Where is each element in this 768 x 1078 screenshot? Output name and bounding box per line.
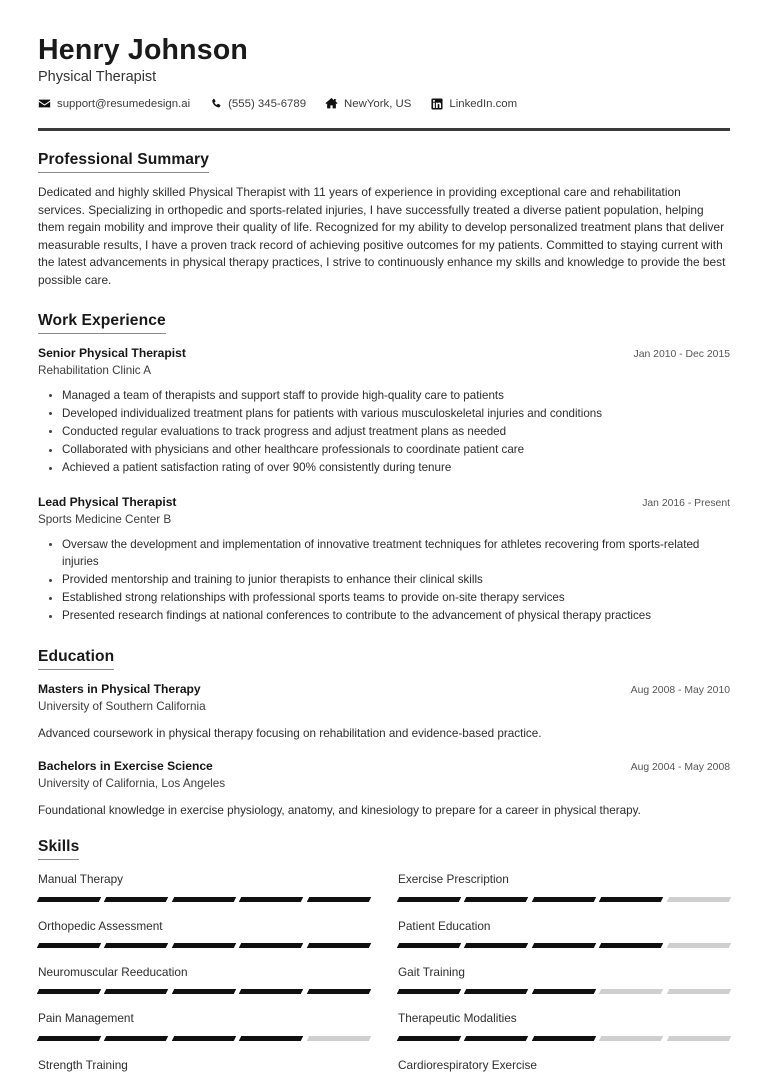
skill-name: Manual Therapy: [38, 872, 124, 887]
section-professional-summary: [38, 151, 730, 289]
list-item: Conducted regular evaluations to track progress and adjust treatment plans as needed: [60, 423, 730, 440]
education-entry-description: Foundational knowledge in exercise physiology, anatomy, and kinesiology to prepare for a career in physical therapy.: [38, 803, 641, 817]
skill-level-segment: [666, 897, 731, 902]
skill-name: Gait Training: [398, 964, 465, 979]
skill-level-segment: [306, 943, 371, 948]
skill-name: Strength Training: [38, 1057, 128, 1072]
education-entry: [38, 681, 730, 742]
skill-level-segment: [599, 897, 664, 902]
skill-name: Exercise Prescription: [398, 872, 509, 887]
work-entry-head: [38, 345, 730, 362]
education-entry: [38, 758, 730, 819]
skill-level-segment: [104, 1036, 169, 1041]
work-entry-role: Senior Physical Therapist: [38, 345, 186, 360]
education-entry-degree: Bachelors in Exercise Science: [38, 758, 213, 773]
work-entry-organization: Sports Medicine Center B: [38, 512, 172, 526]
work-entry-bullets: [38, 387, 730, 477]
skill-level-segment: [464, 1036, 529, 1041]
skill-item: [398, 1010, 730, 1056]
resume-header: [38, 34, 730, 131]
work-entry: [38, 345, 730, 477]
skill-name: Orthopedic Assessment: [38, 918, 163, 933]
skill-level-segment: [239, 897, 304, 902]
contact-email-label: support@resumedesign.ai: [57, 97, 191, 110]
skill-level-bar: [398, 989, 730, 994]
contact-location[interactable]: [325, 97, 411, 110]
professional-summary-text: Dedicated and highly skilled Physical Therapist with 11 years of experience in providing exceptional care and rehabilitation services. Specializing in orthopedic and sports-related injuries, I have successfully treated a diverse patient population, helping them regain mobility and improve their quality of life. Recognized for my ability to develop personalized treatment plans that deliver measurable results, I have a proven track record of achieving positive outcomes for my patients. Committed to staying current with the latest advancements in physical therapy practices, I strive to continuously enhance my skills and knowledge to provide the best possible care.: [38, 185, 726, 288]
skill-item: [398, 871, 730, 917]
skill-level-segment: [464, 989, 529, 994]
skill-level-segment: [239, 1036, 304, 1041]
skill-item: [38, 918, 370, 964]
skill-level-segment: [37, 1036, 102, 1041]
skill-level-segment: [104, 897, 169, 902]
skill-level-bar: [38, 897, 370, 902]
section-work-experience: [38, 312, 730, 625]
work-entry-bullets: [38, 536, 730, 625]
skill-level-segment: [172, 1036, 237, 1041]
skill-level-bar: [38, 1036, 370, 1041]
work-entry-date: Jan 2016 - Present: [642, 497, 730, 509]
contact-location-label: NewYork, US: [344, 97, 412, 110]
skill-level-segment: [666, 943, 731, 948]
contact-linkedin[interactable]: [430, 97, 517, 110]
linkedin-icon: [430, 97, 443, 110]
skill-item: [398, 964, 730, 1010]
list-item: Provided mentorship and training to junior therapists to enhance their clinical skills: [60, 571, 730, 588]
candidate-job-title: Physical Therapist: [38, 68, 157, 85]
skill-level-segment: [104, 943, 169, 948]
skill-level-segment: [37, 989, 102, 994]
education-entry-date: Aug 2004 - May 2008: [630, 761, 730, 773]
section-title-work-experience: Work Experience: [38, 312, 166, 334]
skill-item: [398, 918, 730, 964]
contact-linkedin-label: LinkedIn.com: [449, 97, 518, 110]
envelope-icon: [38, 97, 51, 110]
skill-level-segment: [464, 897, 529, 902]
skill-name: Therapeutic Modalities: [398, 1011, 517, 1026]
contact-phone-label: (555) 345-6789: [228, 97, 307, 110]
skill-level-segment: [532, 897, 597, 902]
contact-row: [38, 97, 730, 110]
list-item: Developed individualized treatment plans for patients with various musculoskeletal injuries and conditions: [60, 405, 730, 422]
skill-name: Cardiorespiratory Exercise: [398, 1057, 537, 1072]
skill-level-bar: [38, 943, 370, 948]
skill-level-bar: [398, 897, 730, 902]
work-entry-role: Lead Physical Therapist: [38, 494, 177, 509]
section-education: [38, 648, 730, 820]
work-entry-head: [38, 494, 730, 511]
phone-icon: [209, 97, 222, 110]
skill-level-segment: [306, 897, 371, 902]
section-title-skills: Skills: [38, 838, 79, 860]
skill-item: [398, 1057, 730, 1078]
education-entry-degree: Masters in Physical Therapy: [38, 681, 201, 696]
work-entry-organization: Rehabilitation Clinic A: [38, 363, 152, 377]
education-entry-school: University of Southern California: [38, 699, 206, 713]
contact-email[interactable]: [38, 97, 190, 110]
skill-level-segment: [532, 989, 597, 994]
skill-level-segment: [532, 943, 597, 948]
skill-name: Neuromuscular Reeducation: [38, 964, 188, 979]
skill-item: [38, 1057, 370, 1078]
skill-level-bar: [38, 989, 370, 994]
skill-level-segment: [599, 989, 664, 994]
list-item: Established strong relationships with professional sports teams to provide on-site therapy services: [60, 589, 730, 606]
work-entry: [38, 494, 730, 625]
skill-level-segment: [239, 943, 304, 948]
work-entry-date: Jan 2010 - Dec 2015: [633, 348, 730, 360]
skill-level-segment: [464, 943, 529, 948]
education-entry-description: Advanced coursework in physical therapy focusing on rehabilitation and evidence-based practice.: [38, 726, 542, 740]
education-entry-head: [38, 758, 730, 775]
list-item: Achieved a patient satisfaction rating of over 90% consistently during tenure: [60, 459, 730, 476]
education-entry-date: Aug 2008 - May 2010: [630, 684, 730, 696]
skill-name: Pain Management: [38, 1011, 134, 1026]
skills-grid: [38, 871, 730, 1078]
skill-level-bar: [398, 1036, 730, 1041]
skill-name: Patient Education: [398, 918, 491, 933]
list-item: Collaborated with physicians and other healthcare professionals to coordinate patient care: [60, 441, 730, 458]
skill-level-segment: [666, 989, 731, 994]
skill-level-segment: [104, 989, 169, 994]
list-item: Oversaw the development and implementation of innovative treatment techniques for athletes recovering from sports-related injuries: [60, 536, 730, 570]
section-skills: [38, 838, 730, 1078]
list-item: Managed a team of therapists and support staff to provide high-quality care to patients: [60, 387, 730, 404]
skill-level-segment: [306, 989, 371, 994]
list-item: Presented research findings at national conferences to contribute to the advancement of physical therapy practices: [60, 607, 730, 624]
skill-level-segment: [532, 1036, 597, 1041]
skill-item: [38, 964, 370, 1010]
skill-item: [38, 1010, 370, 1056]
section-title-professional-summary: Professional Summary: [38, 151, 209, 173]
skill-level-segment: [172, 989, 237, 994]
header-divider: [38, 128, 730, 131]
skill-level-bar: [398, 943, 730, 948]
education-entry-head: [38, 681, 730, 698]
section-title-education: Education: [38, 648, 114, 670]
skill-level-segment: [397, 989, 462, 994]
skill-level-segment: [306, 1036, 371, 1041]
candidate-name: Henry Johnson: [38, 34, 249, 66]
contact-phone[interactable]: [209, 97, 306, 110]
skill-level-segment: [239, 989, 304, 994]
education-entry-school: University of California, Los Angeles: [38, 777, 226, 791]
home-icon: [325, 97, 338, 110]
skill-item: [38, 871, 370, 917]
skill-level-segment: [599, 943, 664, 948]
skill-level-segment: [397, 943, 462, 948]
skill-level-segment: [172, 897, 237, 902]
skill-level-segment: [37, 897, 102, 902]
skill-level-segment: [172, 943, 237, 948]
skill-level-segment: [397, 897, 462, 902]
skill-level-segment: [37, 943, 102, 948]
skill-level-segment: [599, 1036, 664, 1041]
skill-level-segment: [666, 1036, 731, 1041]
skill-level-segment: [397, 1036, 462, 1041]
